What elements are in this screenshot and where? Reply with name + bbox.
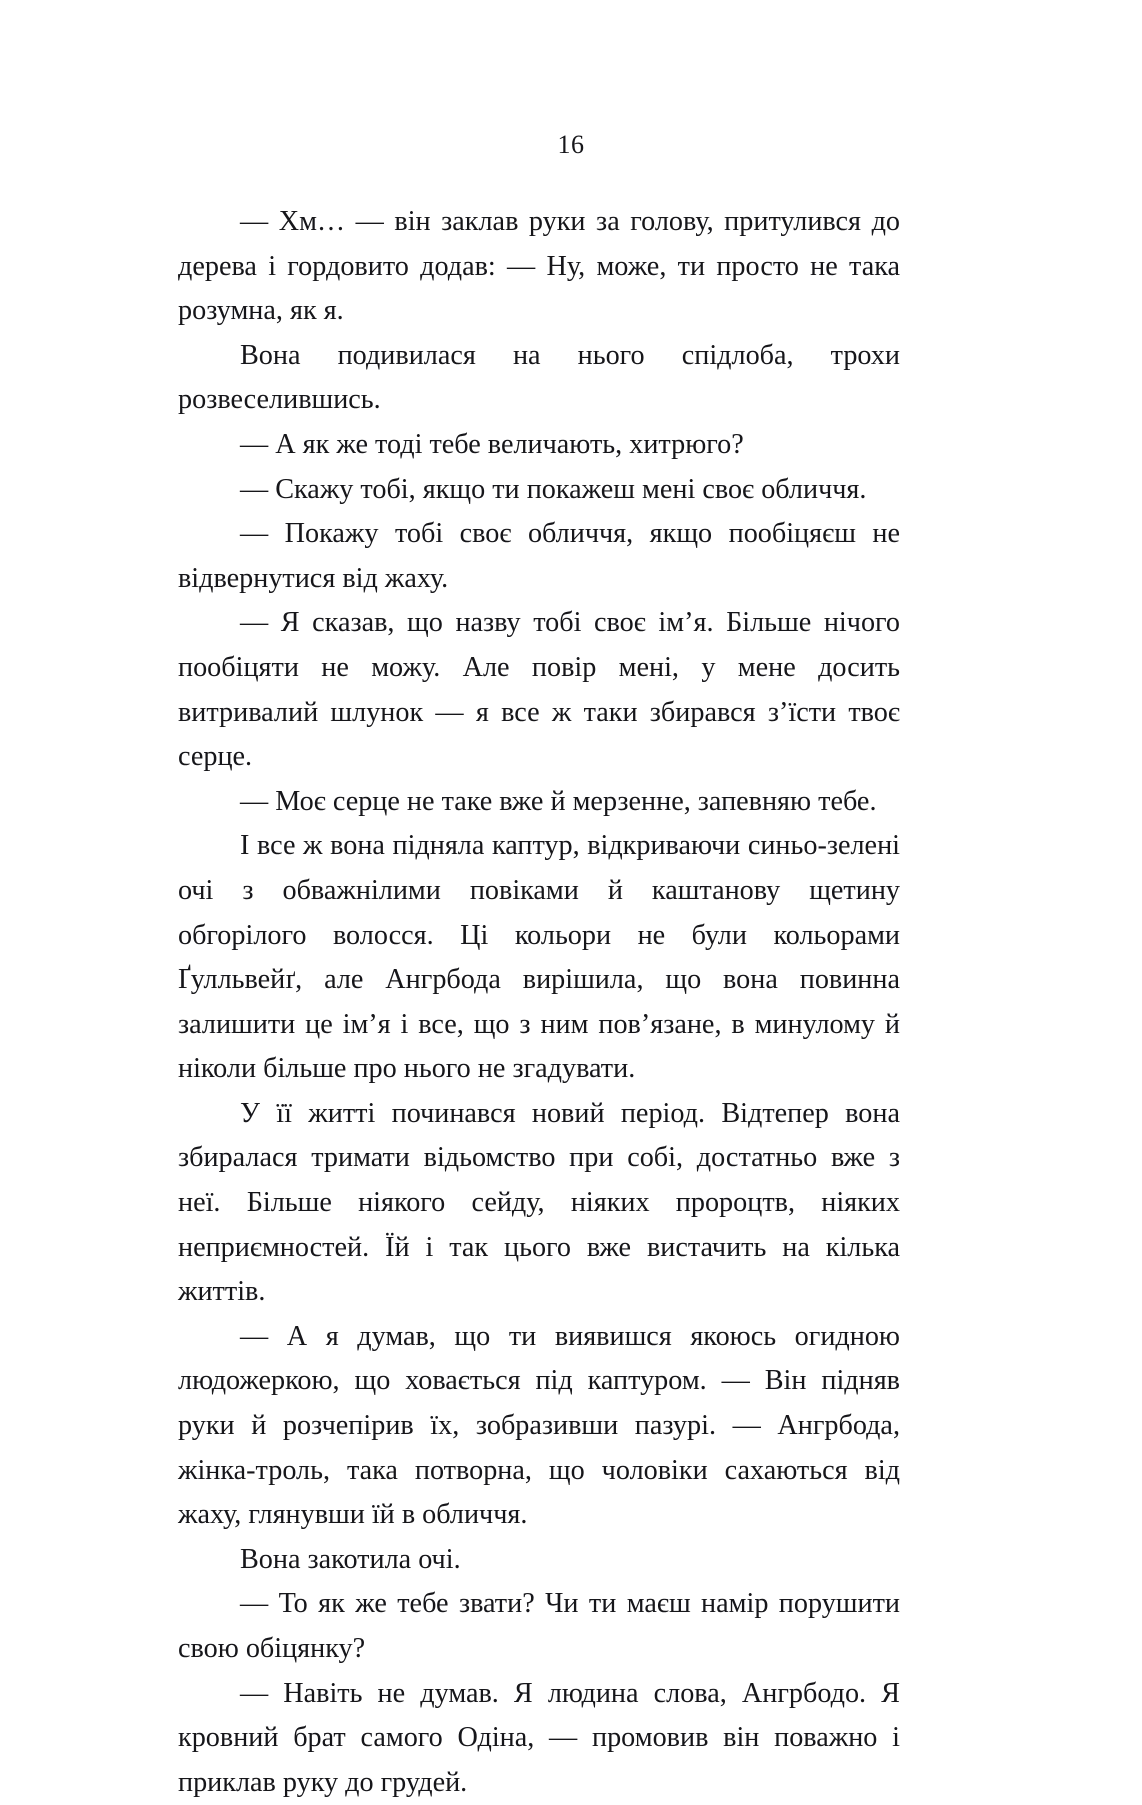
paragraph: — Хм… — він заклав руки за голову, притулився до дерева і гордовито додав: — Ну, може, ти просто не така розумна, як я. xyxy=(178,206,900,327)
paragraph: І все ж вона підняла каптур, відкриваючи синьо-зелені очі з обважнілими повіками й каштанову щетину обгорілого волосся. Ці кольори не були кольорами Ґулльвейґ, але Ангрбода вирішила, що вона повинна залишити це ім’я і все, що з ним пов’язане, в минулому й ніколи більше про нього не згадувати. xyxy=(178,830,900,1085)
paragraph: — То як же тебе звати? Чи ти маєш намір порушити свою обіцянку? xyxy=(178,1588,900,1664)
paragraph: Вона закотила очі. xyxy=(240,1543,461,1575)
paragraph: Вона подивилася на нього спідлоба, трохи розвеселившись. xyxy=(178,339,900,416)
paragraph: — Скажу тобі, якщо ти покажеш мені своє обличчя. xyxy=(240,473,867,505)
paragraph: У її житті починався новий період. Відтепер вона збиралася тримати відьомство при собі, достатньо вже з неї. Більше ніякого сейду, ніяких пророцтв, ніяких неприємностей. Їй і так цього вже вистачить на кілька життів. xyxy=(178,1097,900,1308)
paragraph: — Покажу тобі своє обличчя, якщо пообіцяєш не відвернутися від жаху. xyxy=(178,518,900,594)
paragraph: — Моє серце не таке вже й мерзенне, запевняю тебе. xyxy=(240,785,877,817)
paragraph: — Я сказав, що назву тобі своє ім’я. Більше нічого пообіцяти не можу. Але повір мені, у мене досить витривалий шлунок — я все ж таки збирався з’їсти твоє серце. xyxy=(178,607,900,773)
paragraph: — А як же тоді тебе величають, хитрюго? xyxy=(240,428,744,460)
page-number: 16 xyxy=(557,130,585,159)
paragraph: — Навіть не думав. Я людина слова, Ангрбодо. Я кровний брат самого Одіна, — промовив він поважно і приклав руку до грудей. xyxy=(178,1677,900,1798)
body-text-block xyxy=(178,200,900,1805)
paragraph: — А я думав, що ти виявишся якоюсь огидною людожеркою, що ховається під каптуром. — Він підняв руки й розчепірив їх, зобразивши пазурі. — Ангрбода, жінка-троль, така потворна, що чоловіки сахаються від жаху, глянувши їй в обличчя. xyxy=(178,1320,900,1531)
